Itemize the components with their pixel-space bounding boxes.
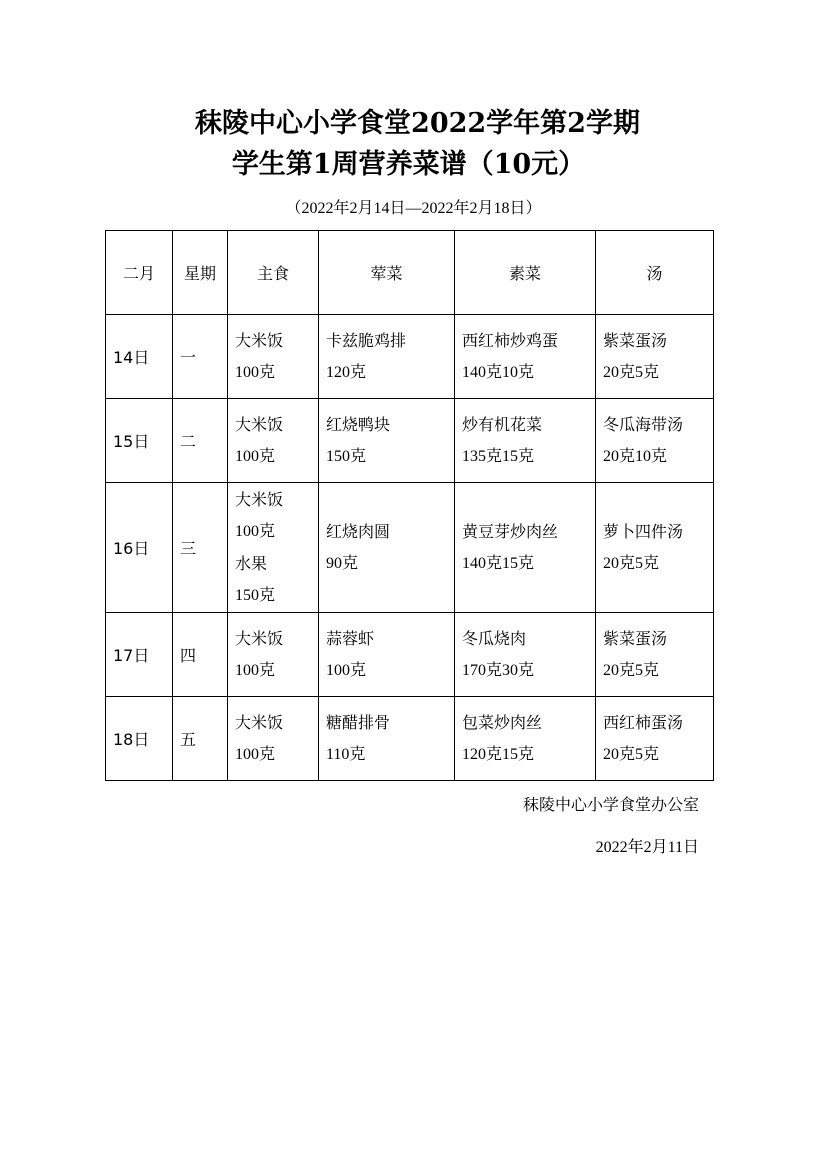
row-soup [596,315,714,399]
row-date: 18日 [106,697,173,781]
table-row [106,613,714,697]
soup-name: 紫菜蛋汤 [603,330,668,350]
veg-qty: 120克15克 [462,745,535,763]
row-date: 15日 [106,399,173,483]
meat-name: 糖醋排骨 [326,712,391,732]
soup-qty: 20克10克 [603,447,668,465]
staple-name: 大米饭 [235,330,284,350]
row-weekday: 五 [173,697,228,781]
table-row [106,697,714,781]
row-veg [455,613,596,697]
row-veg [455,315,596,399]
meat-qty: 150克 [326,447,367,465]
header-staple: 主食 [228,231,319,315]
row-soup [596,697,714,781]
fruit-qty: 150克 [235,586,276,604]
meat-qty: 90克 [326,554,359,572]
row-soup [596,613,714,697]
soup-name: 紫菜蛋汤 [603,628,668,648]
header-month: 二月 [106,231,173,315]
row-meat [319,697,455,781]
table-row [106,483,714,613]
table-header-row [106,231,714,315]
row-soup [596,483,714,613]
menu-table [105,230,714,781]
veg-name: 冬瓜烧肉 [462,628,527,648]
footer-office: 秣陵中心小学食堂办公室 [522,795,699,814]
soup-qty: 20克5克 [603,661,660,679]
row-veg [455,399,596,483]
table-row [106,399,714,483]
footer-date: 2022年2月11日 [595,839,699,856]
row-date: 14日 [106,315,173,399]
row-weekday: 三 [173,483,228,613]
veg-name: 炒有机花菜 [462,414,543,434]
row-staple [228,697,319,781]
veg-qty: 135克15克 [462,447,535,465]
header-meat-dish: 荤菜 [319,231,455,315]
row-meat [319,483,455,613]
staple-qty: 100克 [235,522,276,540]
fruit-name: 水果 [235,553,268,573]
row-date: 16日 [106,483,173,613]
veg-name: 西红柿炒鸡蛋 [462,330,559,350]
staple-name: 大米饭 [235,712,284,732]
soup-name: 萝卜四件汤 [603,521,684,541]
row-veg [455,697,596,781]
row-staple [228,613,319,697]
table-row [106,315,714,399]
row-staple [228,399,319,483]
soup-qty: 20克5克 [603,554,660,572]
row-staple [228,483,319,613]
meat-qty: 100克 [326,661,367,679]
row-weekday: 一 [173,315,228,399]
row-meat [319,613,455,697]
header-soup: 汤 [596,231,714,315]
meat-name: 蒜蓉虾 [326,628,375,648]
meat-name: 红烧肉圆 [326,521,391,541]
staple-qty: 100克 [235,661,276,679]
page-title-line1: 秣陵中心小学食堂2022学年第2学期 [195,108,640,139]
meat-name: 卡兹脆鸡排 [326,330,407,350]
row-date: 17日 [106,613,173,697]
staple-name: 大米饭 [235,414,284,434]
row-staple [228,315,319,399]
row-meat [319,315,455,399]
row-soup [596,399,714,483]
row-veg [455,483,596,613]
header-weekday: 星期 [173,231,228,315]
soup-name: 西红柿蛋汤 [603,712,684,732]
staple-name: 大米饭 [235,628,284,648]
veg-qty: 140克10克 [462,363,535,381]
page-title-line2: 学生第1周营养菜谱（10元） [231,149,586,180]
header-veg-dish: 素菜 [455,231,596,315]
meat-qty: 110克 [326,745,366,763]
soup-qty: 20克5克 [603,745,660,763]
veg-qty: 170克30克 [462,661,535,679]
veg-qty: 140克15克 [462,554,535,572]
soup-qty: 20克5克 [603,363,660,381]
veg-name: 包菜炒肉丝 [462,712,543,732]
staple-name: 大米饭 [235,489,284,509]
row-meat [319,399,455,483]
staple-qty: 100克 [235,447,276,465]
veg-name: 黄豆芽炒肉丝 [462,521,559,541]
meat-qty: 120克 [326,363,367,381]
staple-qty: 100克 [235,363,276,381]
staple-qty: 100克 [235,745,276,763]
row-weekday: 二 [173,399,228,483]
date-range: （2022年2月14日—2022年2月18日） [285,200,542,217]
row-weekday: 四 [173,613,228,697]
meat-name: 红烧鸭块 [326,414,391,434]
soup-name: 冬瓜海带汤 [603,414,684,434]
